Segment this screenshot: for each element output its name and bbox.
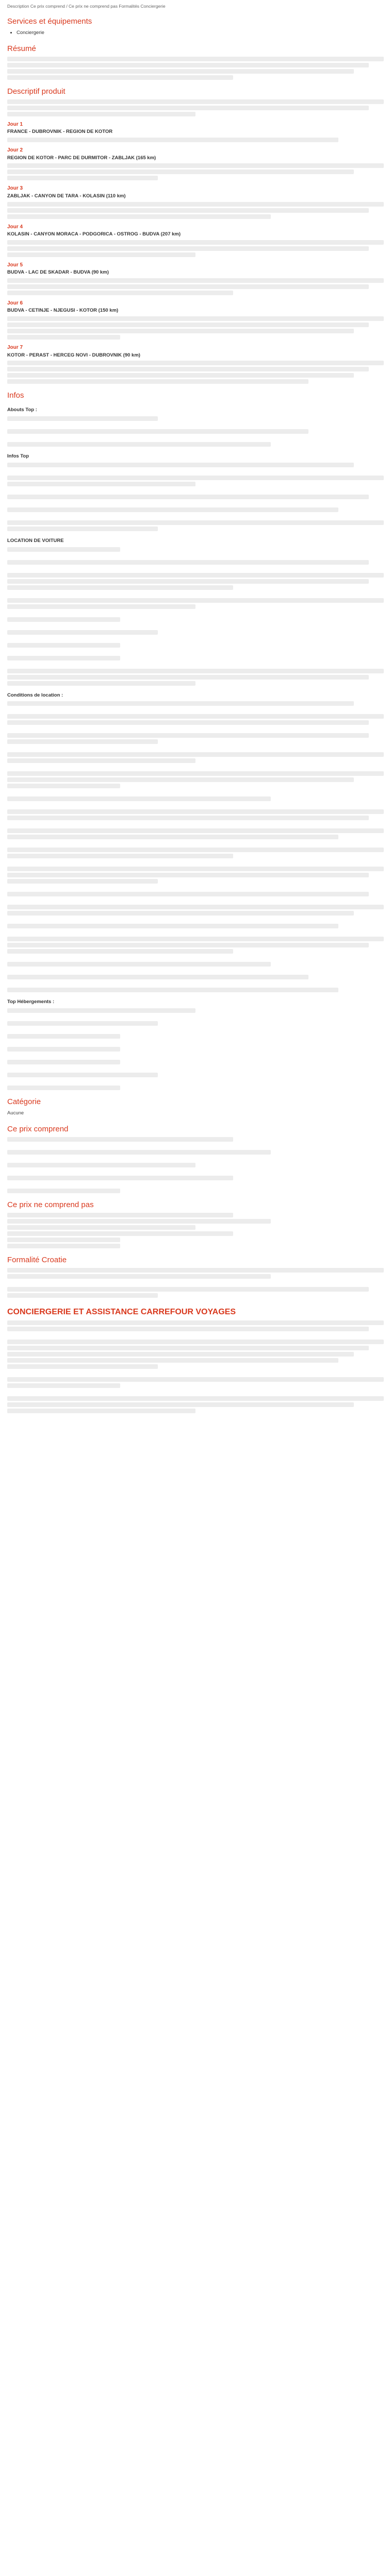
categorie-heading: Catégorie: [7, 1097, 41, 1107]
location-text-placeholder: [7, 547, 384, 686]
location-label: LOCATION DE VOITURE: [7, 537, 64, 544]
day-title: Jour 4: [7, 224, 23, 230]
day-text-placeholder: [7, 138, 384, 142]
conditions-label: Conditions de location :: [7, 692, 63, 698]
conditions-text-placeholder: [7, 701, 384, 992]
day-title: Jour 1: [7, 121, 23, 127]
day-text-placeholder: [7, 163, 384, 180]
formalite-text-placeholder: [7, 1268, 384, 1298]
day-text-placeholder: [7, 278, 384, 295]
formalite-heading: Formalité Croatie: [7, 1255, 67, 1264]
day-title: Jour 7: [7, 345, 23, 351]
day-1: [7, 121, 384, 142]
day-7: [7, 344, 384, 384]
descriptif-intro-placeholder: [7, 99, 384, 116]
conciergerie-heading: CONCIERGERIE ET ASSISTANCE CARREFOUR VOYAGES: [7, 1307, 236, 1316]
day-title: Jour 2: [7, 147, 23, 154]
breadcrumb: Description Ce prix comprend / Ce prix ne comprend pas Formalités Conciergerie: [7, 4, 166, 9]
services-heading: Services et équipements: [7, 17, 92, 26]
prix-comprend-text-placeholder: [7, 1137, 384, 1193]
prix-ne-comprend-text-placeholder: [7, 1213, 384, 1248]
infos-heading: Infos: [7, 391, 24, 400]
day-text-placeholder: [7, 361, 384, 384]
prix-comprend-heading: Ce prix comprend: [7, 1124, 69, 1133]
infos-top-label: Infos Top: [7, 453, 29, 460]
hebergements-label: Top Hébergements :: [7, 999, 55, 1005]
day-6: [7, 299, 384, 340]
descriptif-heading: Descriptif produit: [7, 87, 66, 96]
day-3: [7, 184, 384, 218]
day-text-placeholder: [7, 202, 384, 219]
day-subtitle: KOLASIN - CANYON MORACA - PODGORICA - OSTROG - BUDVA (207 km): [7, 231, 181, 238]
day-text-placeholder: [7, 240, 384, 257]
day-text-placeholder: [7, 316, 384, 340]
prix-ne-comprend-heading: Ce prix ne comprend pas: [7, 1200, 94, 1209]
infos-top-text-placeholder: [7, 463, 384, 531]
services-item: • Conciergerie: [17, 29, 384, 37]
day-subtitle: BUDVA - LAC DE SKADAR - BUDVA (90 km): [7, 269, 109, 276]
day-title: Jour 5: [7, 262, 23, 268]
abouts-text-placeholder: [7, 416, 384, 447]
services-list: [17, 29, 384, 37]
abouts-top-label: Abouts Top :: [7, 407, 37, 413]
day-subtitle: ZABLJAK - CANYON DE TARA - KOLASIN (110 km): [7, 193, 126, 199]
day-subtitle: FRANCE - DUBROVNIK - REGION DE KOTOR: [7, 129, 113, 135]
day-subtitle: KOTOR - PERAST - HERCEG NOVI - DUBROVNIK (90 km): [7, 352, 140, 358]
resume-heading: Résumé: [7, 44, 36, 53]
conciergerie-text-placeholder: [7, 1320, 384, 1413]
day-4: [7, 223, 384, 257]
day-subtitle: BUDVA - CETINJE - NJEGUSI - KOTOR (150 km): [7, 308, 119, 314]
resume-text-placeholder: [7, 57, 384, 80]
categorie-value: Aucune: [7, 1110, 24, 1116]
day-title: Jour 6: [7, 300, 23, 306]
day-subtitle: REGION DE KOTOR - PARC DE DURMITOR - ZABLJAK (165 km): [7, 155, 156, 161]
day-title: Jour 3: [7, 185, 23, 192]
day-2: [7, 146, 384, 180]
day-5: [7, 261, 384, 295]
hebergements-text-placeholder: [7, 1008, 384, 1090]
